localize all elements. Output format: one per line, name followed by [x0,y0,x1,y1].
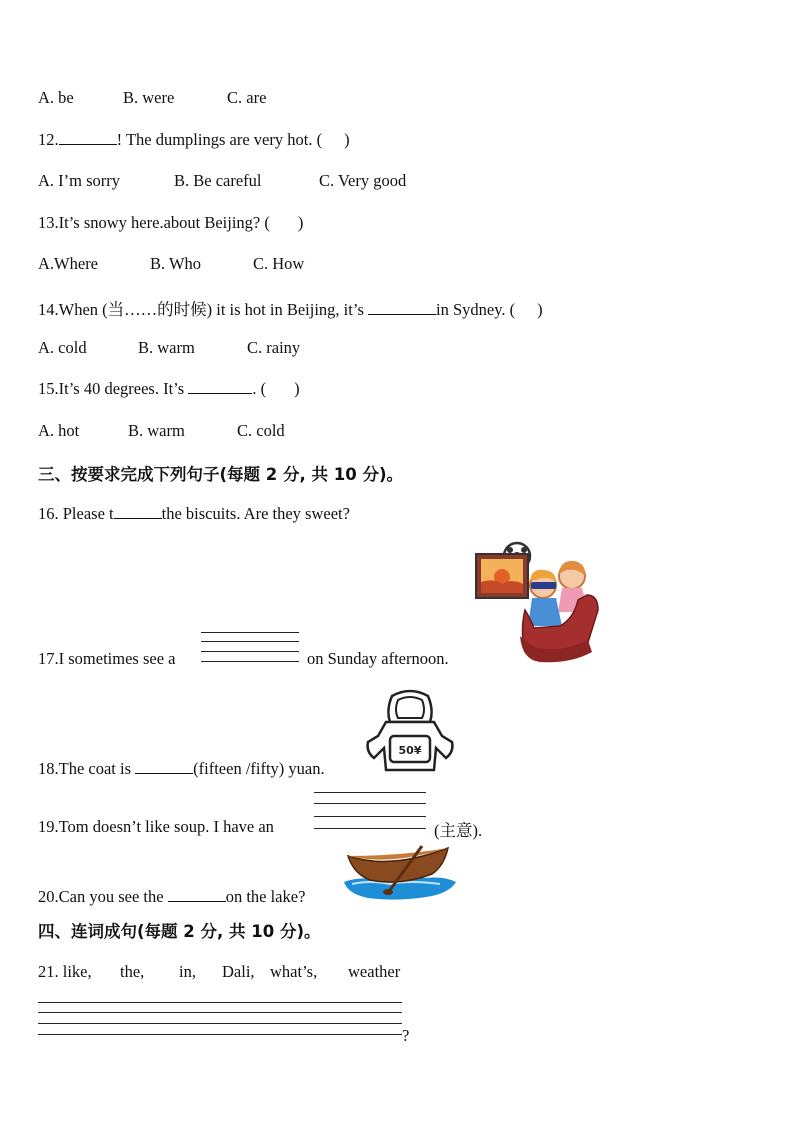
q15-option-a[interactable]: A. hot [38,421,80,440]
q14-option-a[interactable]: A. cold [38,338,87,357]
cinema-picture [470,540,605,670]
q11-option-a[interactable]: A. be [38,88,74,107]
q15-option-b[interactable]: B. warm [128,421,185,440]
q16-text-before: 16. Please t [38,504,114,523]
q18-text-after: (fifteen /fifty) yuan. [193,759,325,778]
q20-question [38,887,305,907]
q13-option-c[interactable]: C. How [253,254,305,273]
q11-option-b[interactable]: B. were [123,88,175,107]
q21-word-4: Dali, [222,962,255,981]
q12-blank[interactable] [59,130,117,145]
q11-option-c[interactable]: C. are [227,88,267,107]
q21-writing-lines[interactable] [38,1002,402,1036]
q17-text-after: on Sunday afternoon. [307,649,449,668]
section3-title: 三、按要求完成下列句子(每题 2 分, 共 10 分)。 [38,465,404,484]
q12-question [38,130,350,150]
q12-option-a[interactable]: A. I’m sorry [38,171,121,190]
q15-option-c[interactable]: C. cold [237,421,285,440]
q12-text: ! The dumplings are very hot. ( [116,130,323,149]
q21-word-6: weather [348,962,401,981]
q18-question [38,759,325,779]
q16-text-after: the biscuits. Are they sweet? [161,504,350,523]
q14-text-after: in Sydney. ( [435,300,516,319]
q11-options [38,88,266,108]
q14-option-b[interactable]: B. warm [138,338,195,357]
q21-word-5: what’s, [270,962,318,981]
q21-word-2: the, [120,962,145,981]
q14-close: ) [537,300,543,319]
q12-number: 12. [38,130,59,149]
q14-option-c[interactable]: C. rainy [247,338,301,357]
q21-word-1: 21. like, [38,962,92,981]
q20-text-after: on the lake? [225,887,306,906]
q13-question [38,213,303,233]
q14-text-before: 14.When (当……的时候) it is hot in Beijing, it’s [38,300,364,319]
boat-picture [340,842,458,906]
q15-text-after: . ( [252,379,267,398]
q21-word-3: in, [179,962,196,981]
q18-text-before: 18.The coat is [38,759,132,778]
q14-question [38,296,543,320]
q17-writing-lines[interactable] [201,632,299,664]
q21-words [38,962,400,982]
q13-options [38,254,304,274]
q15-question [38,379,300,399]
q12-option-b[interactable]: B. Be careful [174,171,262,190]
q17-question [38,649,175,669]
q15-close: ) [294,379,300,398]
q12-option-c[interactable]: C. Very good [319,171,407,190]
q12-close: ) [344,130,350,149]
q19-text-before: 19.Tom doesn’t like soup. I have an [38,817,274,836]
q20-text-before: 20.Can you see the [38,887,164,906]
coat-price-tag: 50¥ [398,744,422,757]
q15-text-before: 15.It’s 40 degrees. It’s [38,379,185,398]
q13-text: 13.It’s snowy here.about Beijing? ( [38,213,270,232]
q12-options [38,171,406,191]
q20-blank[interactable] [168,887,226,902]
q14-blank[interactable] [368,300,436,315]
q14-options [38,338,300,358]
q16-question [38,504,350,524]
q19-text-after: (主意). [434,821,483,840]
q18-blank[interactable] [135,759,193,774]
q16-blank[interactable] [114,504,162,519]
q17-text-before: 17.I sometimes see a [38,649,176,668]
q15-options [38,421,285,441]
coat-picture [362,688,458,776]
q13-close: ) [297,213,304,232]
q15-blank[interactable] [188,379,252,394]
section4-title: 四、连词成句(每题 2 分, 共 10 分)。 [38,922,321,941]
q21-question-mark: ? [402,1026,410,1045]
q19-writing-lines[interactable] [314,792,426,830]
q13-option-b[interactable]: B. Who [150,254,202,273]
q13-option-a[interactable]: A.Where [38,254,99,273]
